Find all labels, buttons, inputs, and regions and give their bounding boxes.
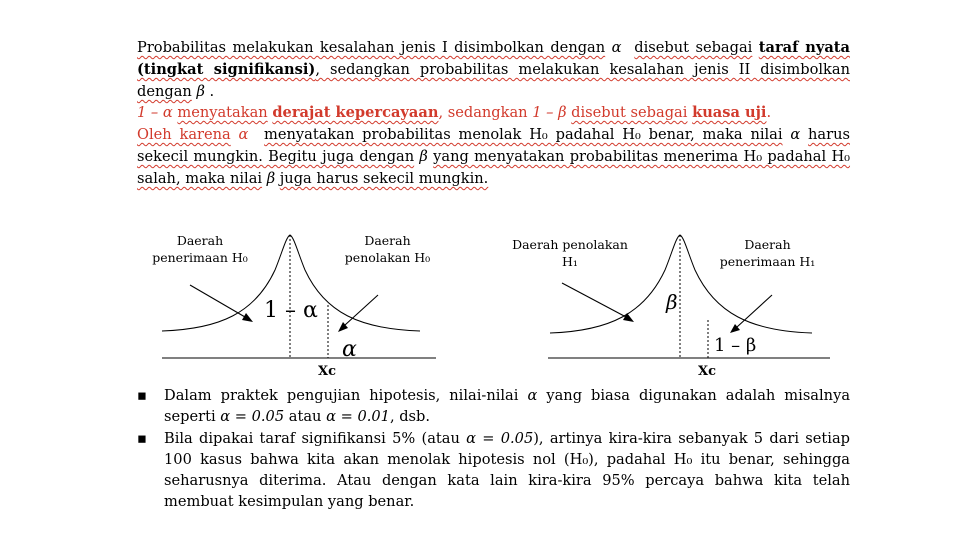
right-arrowhead-rejection [623, 313, 634, 322]
para2-text-a: menyatakan [177, 104, 268, 121]
bullet1-text-b: yang biasa digunakan adalah misalnya seperti [164, 387, 851, 425]
para2-text-c: disebut sebagai [571, 104, 688, 121]
right-critical-value-label: Xc [698, 364, 717, 379]
alpha-value-2: α = 0.01 [326, 408, 390, 425]
right-fig-label-rejection: Daerah penolakan H₁ [512, 237, 628, 269]
left-fig-label-acceptance: Daerah penerimaan H₀ [152, 233, 248, 265]
right-arrow-rejection [562, 283, 626, 317]
para2-bold-term-2: kuasa uji [692, 104, 767, 121]
para1-text-c: , sedangkan probabilitas melakukan kesalahan jenis II disimbolkan dengan [137, 61, 850, 100]
bullet1-text-a: Dalam praktek pengujian hipotesis, nilai-nilai [164, 387, 519, 404]
para3-text-d: yang menyatakan probabilitas menerima H₀ padahal H₀ salah, maka nilai [137, 148, 851, 187]
bullet-marker: ▪ [137, 387, 147, 404]
left-arrow-acceptance [190, 285, 245, 317]
alpha-symbol: α [790, 126, 801, 143]
bullet-item-2 [137, 428, 850, 512]
one-minus-alpha-symbol: 1 – α [137, 104, 173, 121]
left-arrowhead-acceptance [242, 313, 253, 322]
left-critical-value-label: Xc [318, 364, 337, 379]
bullet-text-2 [164, 428, 850, 512]
beta-symbol: β [266, 170, 276, 187]
para1-text-d: . [209, 83, 215, 100]
para3-text-e: juga harus sekecil mungkin. [279, 170, 489, 187]
beta-symbol: β [419, 148, 428, 165]
alpha-value-1: α = 0.05 [220, 408, 285, 425]
para2-bold-term-1: derajat kepercayaan [272, 104, 439, 121]
bullet2-text-a: Bila dipakai taraf signifikansi 5% (atau [164, 430, 460, 447]
paragraph-explanation [137, 124, 850, 190]
right-region-center-label: β [666, 290, 678, 314]
bullet-marker: ▪ [137, 430, 147, 447]
alpha-symbol: α [611, 39, 622, 56]
alpha-symbol: α [238, 126, 249, 143]
bullet1-text-c: atau [288, 408, 322, 425]
left-fig-label-rejection: Daerah penolakan H₀ [344, 233, 431, 265]
bullet1-text-d: , dsb. [389, 408, 431, 425]
para3-text-c: harus sekecil mungkin. Begitu juga dengan [137, 126, 850, 165]
right-bell-curve [550, 235, 812, 333]
para3-text-b: menyatakan probabilitas menolak H₀ padahal H₀ benar, maka nilai [264, 126, 783, 143]
alpha-symbol: α [527, 387, 538, 404]
alpha-value: α = 0.05 [466, 430, 534, 447]
para3-text-a: Oleh karena [137, 126, 231, 143]
paragraph-error-types [137, 37, 850, 103]
left-normal-curve-figure [150, 225, 450, 380]
right-arrow-acceptance [737, 295, 772, 327]
right-normal-curve-figure [540, 225, 840, 380]
para1-bold-term: taraf nyata (tingkat signifikansi) [137, 39, 850, 78]
para2-text-b: , sedangkan [438, 104, 528, 121]
paragraph-confidence [137, 102, 850, 124]
beta-symbol: β [196, 83, 205, 100]
bullet2-text-b: ), artinya kira-kira sebanyak 5 dari setiap 100 kasus bahwa kita akan menolak hipotesis nol (H₀), padahal H₀ itu benar, sehingga seharusnya diterima. Atau dengan kata lain kira-kira 95% percaya bahwa kita telah membuat kesimpulan yang benar. [164, 430, 850, 510]
para1-text-b: disebut sebagai [634, 39, 753, 56]
para2-text-d: . [766, 104, 772, 121]
left-arrow-rejection [345, 295, 378, 325]
para1-text-a: Probabilitas melakukan kesalahan jenis I disimbolkan dengan [137, 39, 606, 56]
left-region-center-label: 1 – α [264, 298, 318, 323]
bullet-text-1 [164, 385, 850, 427]
left-region-tail-label: α [342, 337, 357, 362]
bullet-item-1 [137, 385, 850, 427]
right-fig-label-acceptance: Daerah penerimaan H₁ [719, 237, 816, 269]
right-region-tail-label: 1 – β [714, 335, 757, 356]
one-minus-beta-symbol: 1 – β [532, 104, 567, 121]
